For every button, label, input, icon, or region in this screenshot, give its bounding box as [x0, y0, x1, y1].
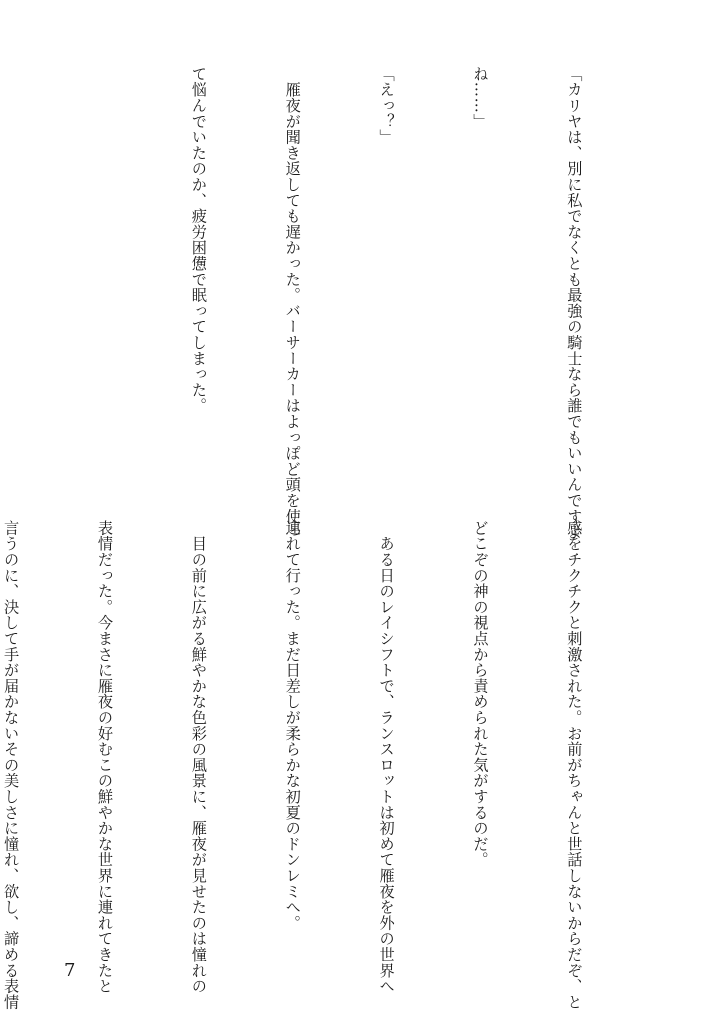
text-line: 連れて行った。まだ日差しが柔らかな初夏のドンレミへ。 — [283, 520, 302, 931]
text-block-upper — [32, 66, 652, 540]
text-line: 雁夜が聞き返しても遅かった。バーサーカーはよっぽど頭を使っ — [283, 66, 302, 540]
text-line: 「えっ？」 — [377, 66, 396, 145]
text-line: 表情だった。今まさに雁夜の好むこの鮮やかな世界に連れてきたと — [95, 520, 114, 994]
text-line: 感をチクチクと刺激された。お前がちゃんと世話しないからだぞ、と — [565, 520, 584, 1010]
text-line: ね……」 — [471, 66, 490, 130]
text-line: 「カリヤは、別に私でなくとも最強の騎士なら誰でもいいんですよ — [565, 66, 584, 540]
text-block-lower — [2, 520, 652, 1010]
blank-line — [0, 66, 26, 498]
blank-line — [89, 66, 120, 498]
text-line: 目の前に広がる鮮やかな色彩の風景に、雁夜が見せたのは憧れの — [189, 520, 208, 994]
text-line: 言うのに、決して手が届かないその美しさに憧れ、欲し、諦める表情 — [2, 520, 21, 1010]
text-line: て悩んでいたのか、疲労困憊で眠ってしまった。 — [189, 66, 208, 414]
page-number: 7 — [64, 960, 76, 981]
text-line: ある日のレイシフトで、ランスロットは初めて雁夜を外の世界へ — [377, 520, 396, 994]
text-line: どこぞの神の視点から責められた気がするのだ。 — [471, 520, 490, 868]
